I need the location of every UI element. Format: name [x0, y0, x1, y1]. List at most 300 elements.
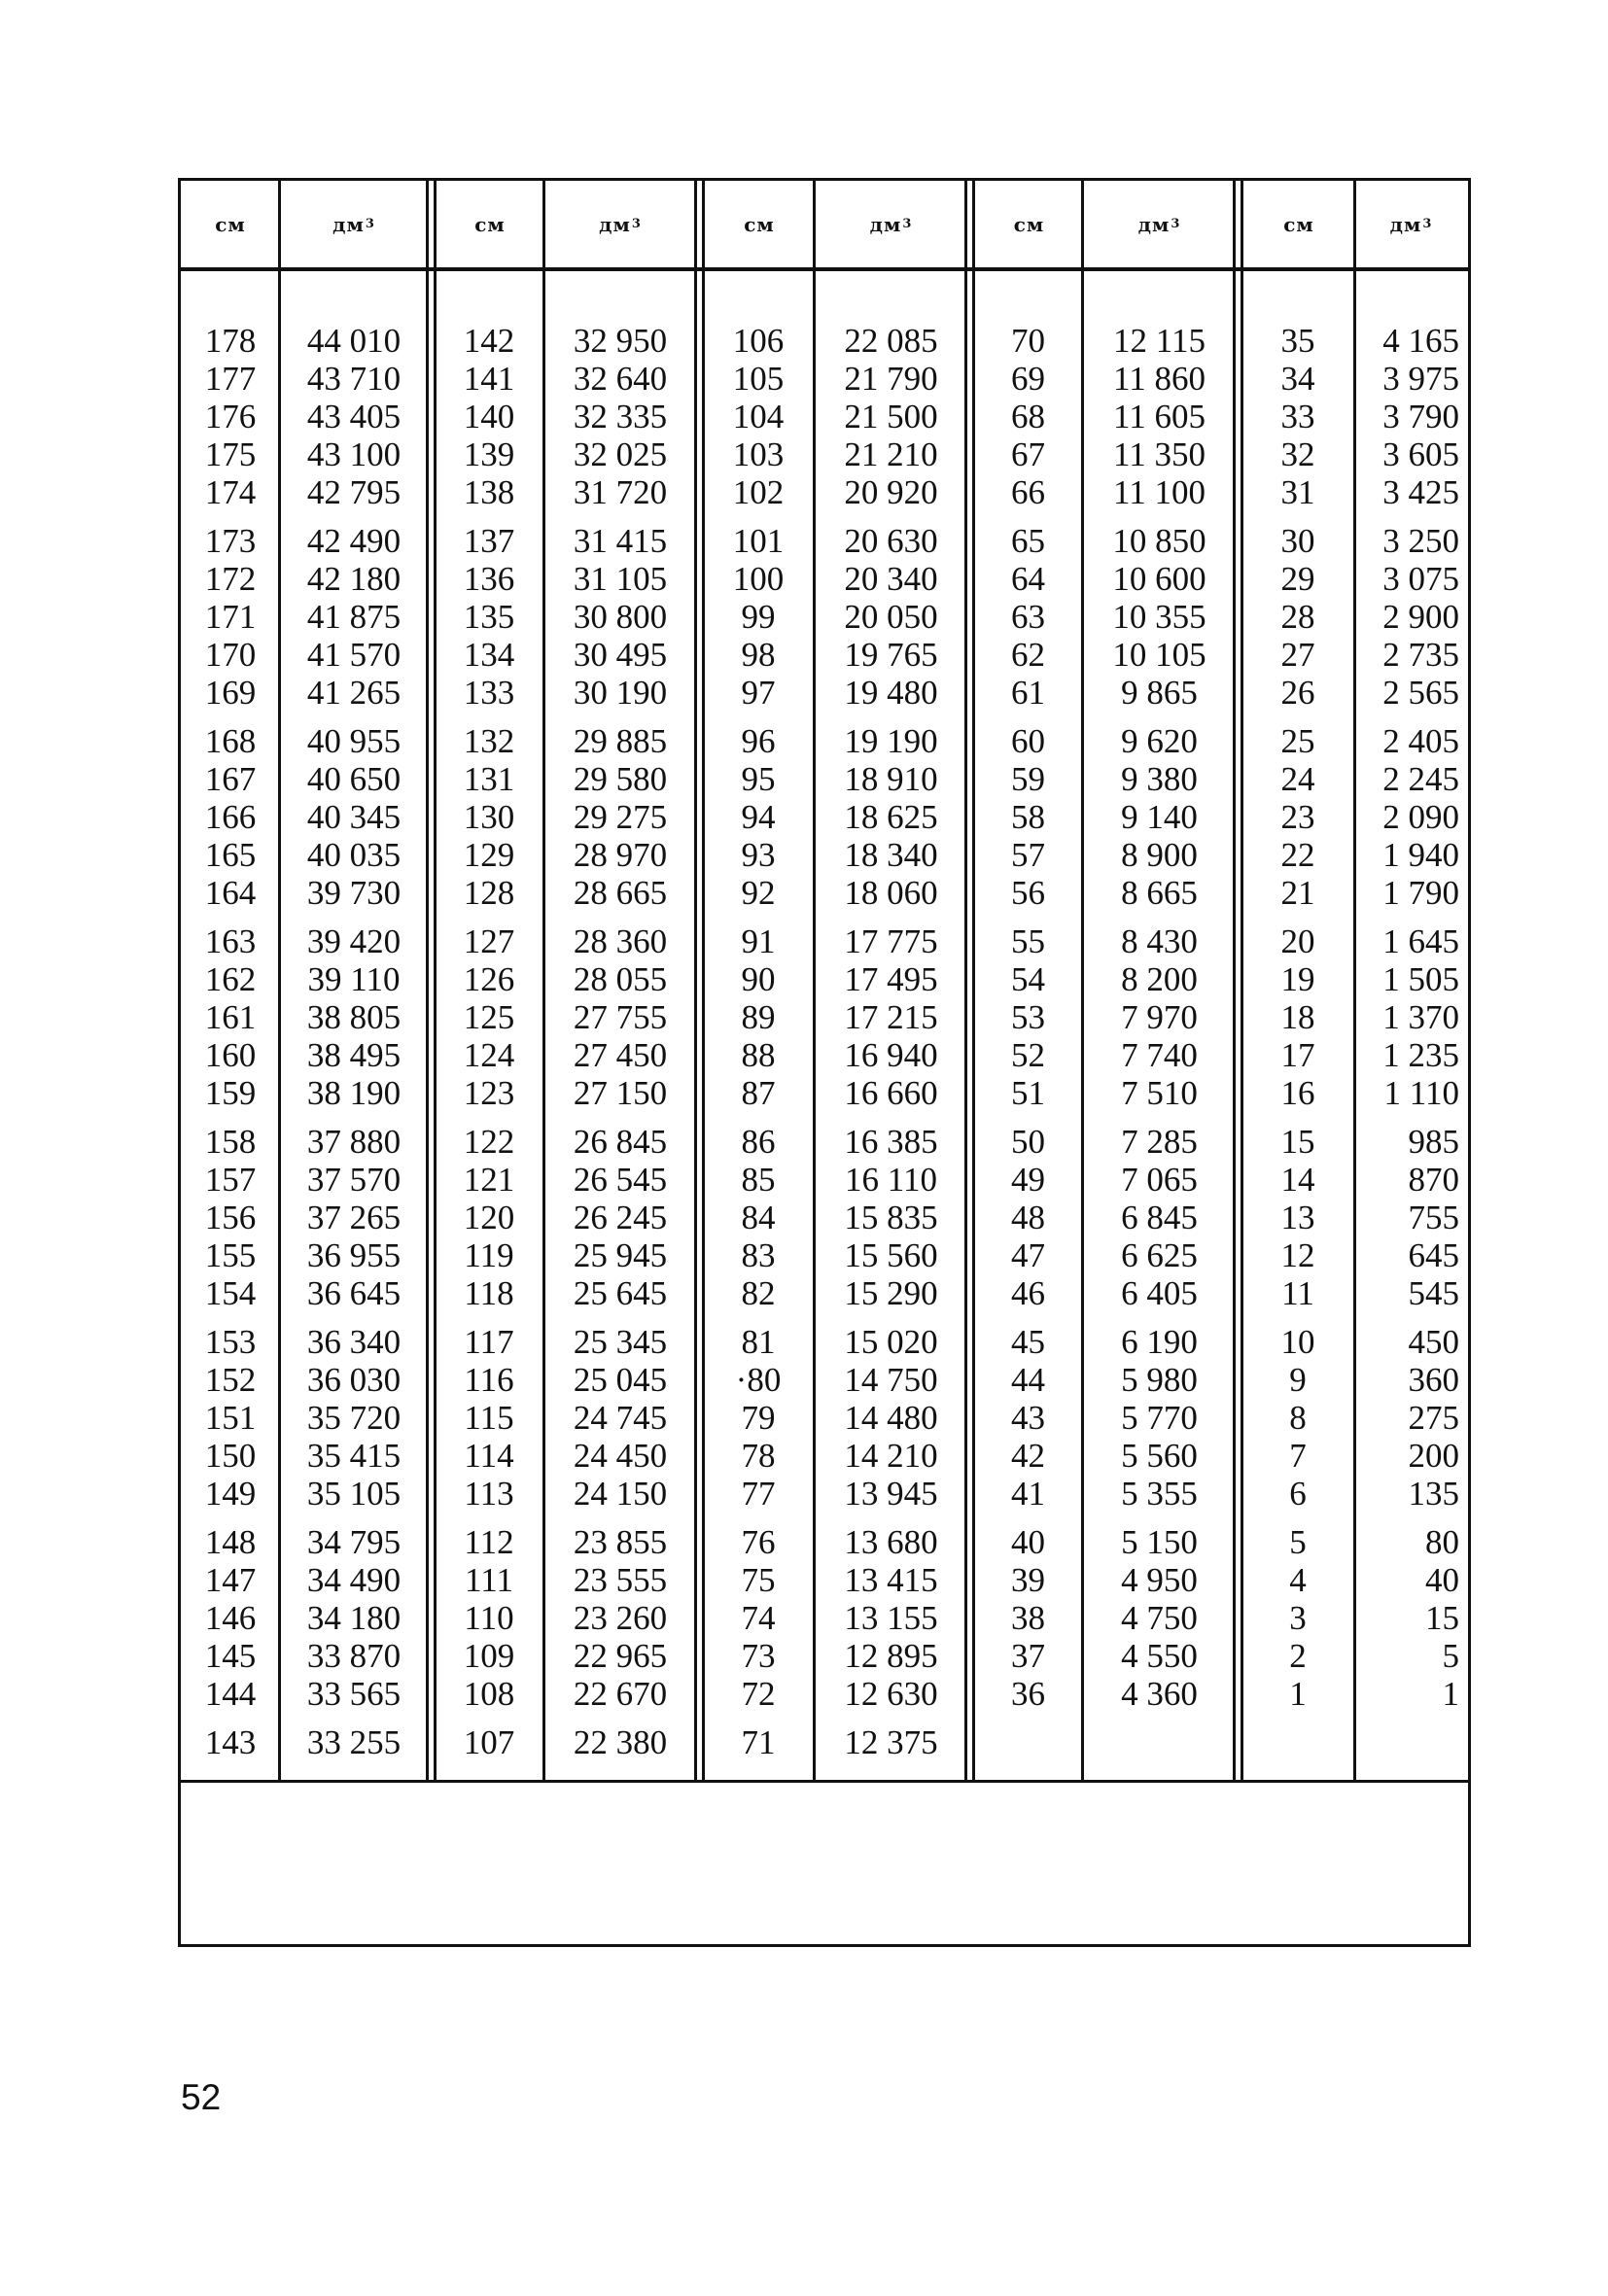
cm-value: 75 — [741, 1561, 776, 1599]
dm-value: 10 850 — [1112, 522, 1206, 560]
dm-value: 21 500 — [844, 398, 938, 435]
dm-value: 23 555 — [573, 1561, 668, 1599]
cm-value: 169 — [204, 674, 257, 712]
dm-value: 10 105 — [1112, 636, 1206, 674]
cm-value: 42 — [1011, 1437, 1045, 1475]
dm-value: 3 605 — [1382, 435, 1459, 473]
dm-value: 15 020 — [844, 1323, 938, 1361]
dm-value: 3 250 — [1382, 522, 1459, 560]
dm-value: 7 740 — [1121, 1036, 1198, 1074]
cm-value: 60 — [1011, 722, 1045, 760]
cm-value: 29 — [1280, 560, 1315, 598]
dm-value: 5 — [1442, 1637, 1459, 1675]
cm-value: 123 — [463, 1074, 515, 1112]
cm-value: 26 — [1280, 674, 1315, 712]
dm-value: 360 — [1408, 1361, 1459, 1399]
dm-value: 18 060 — [844, 874, 938, 912]
cm-value: 111 — [465, 1561, 513, 1599]
table-footer-rule — [181, 1780, 1468, 1783]
header-cm-5 — [1243, 181, 1354, 267]
header-dm-label: дм — [869, 212, 902, 236]
dm-column-1 — [280, 322, 428, 1761]
dm-value: 36 645 — [306, 1274, 402, 1312]
cm-value: 164 — [204, 874, 257, 912]
cm-value: 41 — [1011, 1475, 1045, 1513]
cm-value: 127 — [463, 922, 515, 960]
cm-value: 113 — [464, 1475, 514, 1513]
dm-value: 8 665 — [1121, 874, 1198, 912]
dm-value: 20 920 — [844, 473, 938, 511]
cm-value: 139 — [463, 435, 515, 473]
cm-value: 165 — [204, 836, 257, 874]
dm-value: 27 755 — [573, 998, 668, 1036]
cm-value: 128 — [463, 874, 515, 912]
header-dm-sup: 3 — [631, 217, 642, 231]
dm-value: 4 360 — [1121, 1675, 1198, 1713]
cm-value: ·80 — [735, 1361, 782, 1399]
dm-value: 6 845 — [1121, 1199, 1198, 1236]
cm-value: 108 — [463, 1675, 515, 1713]
cm-value: 64 — [1011, 560, 1045, 598]
cm-value: 24 — [1280, 760, 1315, 798]
dm-value: 30 800 — [573, 598, 668, 636]
dm-value: 25 045 — [573, 1361, 668, 1399]
cm-value: 144 — [204, 1675, 257, 1713]
dm-value: 3 425 — [1382, 473, 1459, 511]
dm-value: 26 245 — [573, 1199, 668, 1236]
dm-value: 6 405 — [1121, 1274, 1198, 1312]
header-cm-3 — [704, 181, 815, 267]
dm-value: 12 115 — [1113, 322, 1206, 360]
header-cm-label: см — [744, 212, 775, 236]
dm-value: 40 345 — [306, 798, 402, 836]
dm-value: 13 415 — [844, 1561, 938, 1599]
header-dm-5 — [1354, 181, 1468, 267]
dm-value: 9 380 — [1121, 760, 1198, 798]
cm-value: 76 — [741, 1523, 776, 1561]
cm-value: 175 — [204, 435, 257, 473]
cm-value: 23 — [1280, 798, 1315, 836]
cm-value: 63 — [1011, 598, 1045, 636]
dm-value: 3 975 — [1382, 360, 1459, 398]
dm-value: 31 415 — [573, 522, 668, 560]
cm-value: 37 — [1011, 1637, 1045, 1675]
cm-value: 22 — [1280, 836, 1315, 874]
cm-value: 99 — [741, 598, 776, 636]
header-dm-3 — [815, 181, 967, 267]
cm-value: 178 — [204, 322, 257, 360]
cm-value: 12 — [1280, 1236, 1315, 1274]
cm-value: 73 — [741, 1637, 776, 1675]
cm-value: 137 — [463, 522, 515, 560]
cm-value: 49 — [1011, 1161, 1045, 1199]
cm-value: 8 — [1289, 1399, 1307, 1437]
dm-value: 22 380 — [573, 1723, 668, 1761]
cm-value: 54 — [1011, 960, 1045, 998]
cm-value: 57 — [1011, 836, 1045, 874]
cm-value: 176 — [204, 398, 257, 435]
cm-value: 13 — [1280, 1199, 1315, 1236]
cm-value: 17 — [1280, 1036, 1315, 1074]
cm-value: 121 — [463, 1161, 515, 1199]
cm-value: 106 — [732, 322, 785, 360]
cm-value: 9 — [1289, 1361, 1307, 1399]
dm-value: 41 265 — [306, 674, 402, 712]
dm-value: 1 370 — [1382, 998, 1459, 1036]
cm-value: 16 — [1280, 1074, 1315, 1112]
dm-value: 2 090 — [1382, 798, 1459, 836]
dm-value: 870 — [1408, 1161, 1459, 1199]
dm-value: 1 110 — [1383, 1074, 1459, 1112]
cm-value: 18 — [1280, 998, 1315, 1036]
cm-value: 161 — [204, 998, 257, 1036]
cm-value: 40 — [1011, 1523, 1045, 1561]
dm-value: 28 665 — [573, 874, 668, 912]
cm-value: 71 — [741, 1723, 776, 1761]
cm-value: 35 — [1280, 322, 1315, 360]
dm-value: 2 900 — [1382, 598, 1459, 636]
dm-value: 24 450 — [573, 1437, 668, 1475]
dm-value: 4 950 — [1121, 1561, 1198, 1599]
cm-value: 158 — [204, 1123, 257, 1161]
dm-value: 2 245 — [1382, 760, 1459, 798]
dm-column-4 — [1083, 322, 1236, 1713]
cm-value: 153 — [204, 1323, 257, 1361]
cm-value: 34 — [1280, 360, 1315, 398]
dm-value: 12 895 — [844, 1637, 938, 1675]
cm-value: 151 — [204, 1399, 257, 1437]
dm-value: 25 945 — [573, 1236, 668, 1274]
cm-value: 138 — [463, 473, 515, 511]
header-cm-label: см — [474, 212, 506, 236]
cm-value: 2 — [1289, 1637, 1307, 1675]
dm-value: 38 805 — [306, 998, 402, 1036]
cm-value: 173 — [204, 522, 257, 560]
header-dm-sup: 3 — [1171, 217, 1181, 231]
cm-value: 90 — [741, 960, 776, 998]
cm-value: 28 — [1280, 598, 1315, 636]
cm-value: 62 — [1011, 636, 1045, 674]
dm-value: 43 100 — [306, 435, 402, 473]
dm-value: 3 790 — [1382, 398, 1459, 435]
cm-value: 50 — [1011, 1123, 1045, 1161]
dm-value: 29 580 — [573, 760, 668, 798]
dm-value: 37 265 — [306, 1199, 402, 1236]
dm-value: 33 255 — [306, 1723, 402, 1761]
cm-value: 148 — [204, 1523, 257, 1561]
cm-value: 171 — [204, 598, 257, 636]
cm-value: 116 — [464, 1361, 514, 1399]
dm-value: 37 880 — [306, 1123, 402, 1161]
dm-value: 1 940 — [1382, 836, 1459, 874]
cm-value: 142 — [463, 322, 515, 360]
dm-value: 23 260 — [573, 1599, 668, 1637]
cm-value: 43 — [1011, 1399, 1045, 1437]
dm-value: 28 055 — [573, 960, 668, 998]
dm-value: 19 190 — [844, 722, 938, 760]
cm-value: 87 — [741, 1074, 776, 1112]
dm-value: 450 — [1408, 1323, 1459, 1361]
dm-value: 17 775 — [844, 922, 938, 960]
cm-value: 160 — [204, 1036, 257, 1074]
cm-value: 98 — [741, 636, 776, 674]
cm-value: 68 — [1011, 398, 1045, 435]
dm-value: 4 550 — [1121, 1637, 1198, 1675]
dm-value: 33 565 — [306, 1675, 402, 1713]
dm-value: 13 680 — [844, 1523, 938, 1561]
dm-value: 22 670 — [573, 1675, 668, 1713]
dm-value: 40 650 — [306, 760, 402, 798]
dm-value: 16 940 — [844, 1036, 938, 1074]
dm-value: 5 150 — [1121, 1523, 1198, 1561]
cm-value: 166 — [204, 798, 257, 836]
cm-value: 79 — [741, 1399, 776, 1437]
cm-value: 70 — [1011, 322, 1045, 360]
cm-value: 97 — [741, 674, 776, 712]
dm-value: 29 275 — [573, 798, 668, 836]
dm-value: 1 790 — [1382, 874, 1459, 912]
dm-value: 16 660 — [844, 1074, 938, 1112]
dm-value: 23 855 — [573, 1523, 668, 1561]
cm-value: 107 — [463, 1723, 515, 1761]
dm-value: 545 — [1408, 1274, 1459, 1312]
dm-value: 30 495 — [573, 636, 668, 674]
cm-value: 114 — [464, 1437, 514, 1475]
dm-value: 11 860 — [1113, 360, 1206, 398]
dm-value: 28 970 — [573, 836, 668, 874]
dm-value: 24 150 — [573, 1475, 668, 1513]
cm-value: 4 — [1289, 1561, 1307, 1599]
dm-value: 42 490 — [306, 522, 402, 560]
dm-value: 9 140 — [1121, 798, 1198, 836]
cm-value: 84 — [741, 1199, 776, 1236]
dm-value: 27 150 — [573, 1074, 668, 1112]
cm-value: 78 — [741, 1437, 776, 1475]
cm-value: 74 — [741, 1599, 776, 1637]
dm-value: 1 — [1442, 1675, 1459, 1713]
dm-value: 10 600 — [1112, 560, 1206, 598]
cm-value: 56 — [1011, 874, 1045, 912]
dm-value: 755 — [1408, 1199, 1459, 1236]
header-dm-4 — [1083, 181, 1236, 267]
cm-value: 152 — [204, 1361, 257, 1399]
dm-value: 22 085 — [844, 322, 938, 360]
dm-value: 200 — [1408, 1437, 1459, 1475]
dm-value: 42 180 — [306, 560, 402, 598]
dm-value: 14 210 — [844, 1437, 938, 1475]
cm-column-4 — [973, 322, 1083, 1713]
cm-value: 119 — [464, 1236, 514, 1274]
header-dm-label: дм — [1137, 212, 1171, 236]
dm-value: 34 490 — [306, 1561, 402, 1599]
dm-value: 20 340 — [844, 560, 938, 598]
cm-value: 33 — [1280, 398, 1315, 435]
cm-value: 93 — [741, 836, 776, 874]
dm-value: 6 190 — [1121, 1323, 1198, 1361]
dm-value: 39 110 — [307, 960, 401, 998]
cm-value: 156 — [204, 1199, 257, 1236]
dm-value: 26 845 — [573, 1123, 668, 1161]
dm-value: 40 — [1425, 1561, 1459, 1599]
dm-value: 41 875 — [306, 598, 402, 636]
dm-value: 8 900 — [1121, 836, 1198, 874]
cm-value: 69 — [1011, 360, 1045, 398]
cm-value: 101 — [732, 522, 785, 560]
dm-value: 4 750 — [1121, 1599, 1198, 1637]
cm-value: 145 — [204, 1637, 257, 1675]
cm-value: 45 — [1011, 1323, 1045, 1361]
dm-value: 22 965 — [573, 1637, 668, 1675]
header-cm-4 — [975, 181, 1083, 267]
cm-value: 170 — [204, 636, 257, 674]
cm-value: 132 — [463, 722, 515, 760]
dm-value: 5 560 — [1121, 1437, 1198, 1475]
cm-value: 83 — [741, 1236, 776, 1274]
cm-value: 157 — [204, 1161, 257, 1199]
dm-value: 20 630 — [844, 522, 938, 560]
header-dm-label: дм — [599, 212, 631, 236]
cm-value: 124 — [463, 1036, 515, 1074]
dm-value: 8 430 — [1121, 922, 1198, 960]
cm-column-3 — [702, 322, 815, 1761]
dm-value: 11 100 — [1113, 473, 1206, 511]
cm-value: 6 — [1289, 1475, 1307, 1513]
cm-value: 150 — [204, 1437, 257, 1475]
dm-value: 36 955 — [306, 1236, 402, 1274]
cm-value: 7 — [1289, 1437, 1307, 1475]
cm-value: 25 — [1280, 722, 1315, 760]
dm-column-5 — [1354, 322, 1459, 1713]
dm-value: 20 050 — [844, 598, 938, 636]
cm-column-2 — [434, 322, 544, 1761]
dm-value: 32 335 — [573, 398, 668, 435]
cm-value: 135 — [463, 598, 515, 636]
dm-value: 4 165 — [1382, 322, 1459, 360]
cm-value: 81 — [741, 1323, 776, 1361]
dm-value: 11 350 — [1113, 435, 1206, 473]
cm-column-1 — [181, 322, 280, 1761]
cm-value: 162 — [204, 960, 257, 998]
cm-value: 94 — [741, 798, 776, 836]
dm-value: 39 730 — [306, 874, 402, 912]
cm-value: 105 — [732, 360, 785, 398]
cm-value: 19 — [1280, 960, 1315, 998]
dm-value: 33 870 — [306, 1637, 402, 1675]
dm-value: 135 — [1408, 1475, 1459, 1513]
dm-value: 15 — [1425, 1599, 1459, 1637]
dm-value: 275 — [1408, 1399, 1459, 1437]
dm-value: 8 200 — [1121, 960, 1198, 998]
dm-value: 26 545 — [573, 1161, 668, 1199]
dm-value: 2 735 — [1382, 636, 1459, 674]
header-cm-label: см — [1283, 212, 1314, 236]
dm-value: 18 910 — [844, 760, 938, 798]
dm-column-3 — [815, 322, 967, 1761]
cm-value: 143 — [204, 1723, 257, 1761]
cm-column-5 — [1241, 322, 1354, 1713]
dm-value: 12 630 — [844, 1675, 938, 1713]
dm-value: 38 495 — [306, 1036, 402, 1074]
dm-value: 1 505 — [1382, 960, 1459, 998]
header-dm-sup: 3 — [902, 217, 913, 231]
dm-value: 42 795 — [306, 473, 402, 511]
cm-value: 174 — [204, 473, 257, 511]
cm-value: 118 — [464, 1274, 514, 1312]
dm-value: 36 030 — [306, 1361, 402, 1399]
header-cm-label: см — [215, 212, 246, 236]
cm-value: 172 — [204, 560, 257, 598]
cm-value: 146 — [204, 1599, 257, 1637]
cm-value: 48 — [1011, 1199, 1045, 1236]
cm-value: 36 — [1011, 1675, 1045, 1713]
dm-column-2 — [544, 322, 696, 1761]
header-cm-label: см — [1013, 212, 1045, 236]
cm-value: 120 — [463, 1199, 515, 1236]
cm-value: 15 — [1280, 1123, 1315, 1161]
dm-value: 7 285 — [1121, 1123, 1198, 1161]
cm-value: 159 — [204, 1074, 257, 1112]
dm-value: 15 835 — [844, 1199, 938, 1236]
cm-value: 140 — [463, 398, 515, 435]
dm-value: 645 — [1408, 1236, 1459, 1274]
dm-value: 7 970 — [1121, 998, 1198, 1036]
dm-value: 7 065 — [1121, 1161, 1198, 1199]
dm-value: 38 190 — [306, 1074, 402, 1112]
table-header-row — [181, 181, 1468, 271]
cm-value: 10 — [1280, 1323, 1315, 1361]
dm-value: 19 480 — [844, 674, 938, 712]
cm-value: 125 — [463, 998, 515, 1036]
dm-value: 32 950 — [573, 322, 668, 360]
dm-value: 37 570 — [306, 1161, 402, 1199]
dm-value: 3 075 — [1382, 560, 1459, 598]
dm-value: 30 190 — [573, 674, 668, 712]
dm-value: 18 340 — [844, 836, 938, 874]
cm-value: 11 — [1281, 1274, 1314, 1312]
cm-value: 92 — [741, 874, 776, 912]
dm-value: 24 745 — [573, 1399, 668, 1437]
dm-value: 14 480 — [844, 1399, 938, 1437]
cm-value: 5 — [1289, 1523, 1307, 1561]
dm-value: 40 035 — [306, 836, 402, 874]
cm-value: 46 — [1011, 1274, 1045, 1312]
dm-value: 40 955 — [306, 722, 402, 760]
header-cm-2 — [436, 181, 544, 267]
cm-value: 131 — [463, 760, 515, 798]
dm-value: 43 405 — [306, 398, 402, 435]
dm-value: 6 625 — [1121, 1236, 1198, 1274]
dm-value: 32 025 — [573, 435, 668, 473]
cm-value: 95 — [741, 760, 776, 798]
cm-value: 149 — [204, 1475, 257, 1513]
cm-value: 77 — [741, 1475, 776, 1513]
cm-value: 96 — [741, 722, 776, 760]
cm-value: 163 — [204, 922, 257, 960]
cm-value: 88 — [741, 1036, 776, 1074]
dm-value: 18 625 — [844, 798, 938, 836]
cm-value: 110 — [464, 1599, 514, 1637]
cm-value: 115 — [464, 1399, 514, 1437]
cm-value: 20 — [1280, 922, 1315, 960]
dm-value: 7 510 — [1121, 1074, 1198, 1112]
dm-value: 9 620 — [1121, 722, 1198, 760]
cm-value: 129 — [463, 836, 515, 874]
dm-value: 34 180 — [306, 1599, 402, 1637]
dm-value: 19 765 — [844, 636, 938, 674]
dm-value: 21 210 — [844, 435, 938, 473]
dm-value: 15 290 — [844, 1274, 938, 1312]
cm-value: 3 — [1289, 1599, 1307, 1637]
